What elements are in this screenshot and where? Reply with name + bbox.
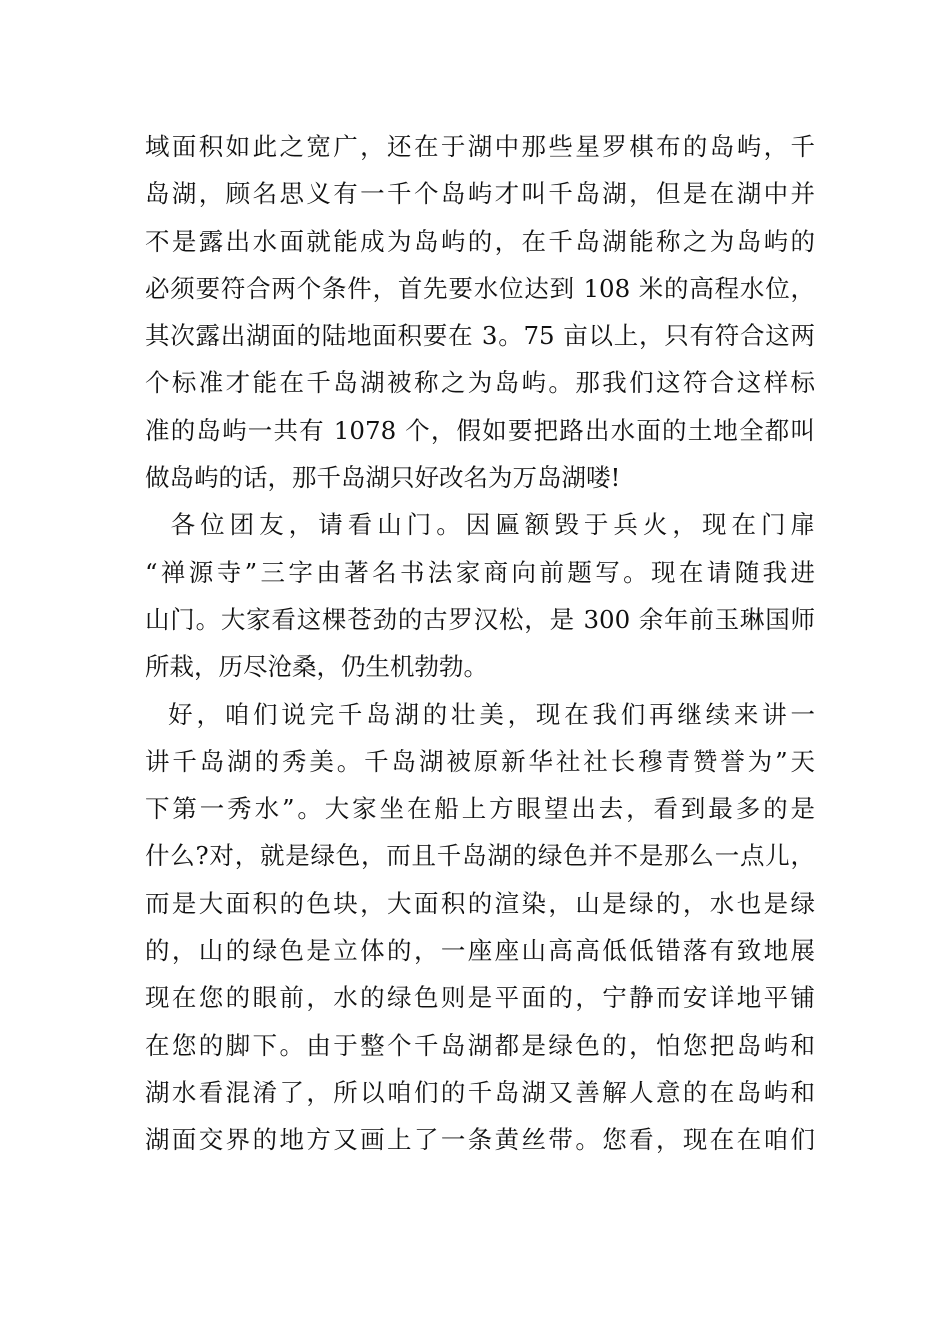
text-line: 做岛屿的话，那千岛湖只好改名为万岛湖喽! <box>145 463 621 493</box>
text-line: 不是露出水面就能成为岛屿的，在千岛湖能称之为岛屿的 <box>145 226 815 256</box>
text-line: 必须要符合两个条件，首先要水位达到 108 米的高程水位， <box>145 273 815 303</box>
text-line: 岛湖，顾名思义有一千个岛屿才叫千岛湖，但是在湖中并 <box>145 179 815 209</box>
text-line: 下第一秀水”。大家坐在船上方眼望出去，看到最多的是 <box>145 794 815 824</box>
text-line: 湖面交界的地方又画上了一条黄丝带。您看，现在在咱们 <box>145 1125 815 1155</box>
text-line: 所栽，历尽沧桑，仍生机勃勃。 <box>145 652 488 682</box>
text-line: 各位团友，请看山门。因匾额毁于兵火，现在门扉 <box>145 510 815 540</box>
text-line: 湖水看混淆了，所以咱们的千岛湖又善解人意的在岛屿和 <box>145 1077 815 1107</box>
text-line: 的，山的绿色是立体的，一座座山高高低低错落有致地展 <box>145 936 815 966</box>
paragraph-2 <box>145 501 815 690</box>
text-line: 而是大面积的色块，大面积的渲染，山是绿的，水也是绿 <box>145 888 815 918</box>
paragraph-1 <box>145 123 815 501</box>
text-line: 准的岛屿一共有 1078 个，假如要把路出水面的土地全都叫 <box>145 415 815 445</box>
document-body <box>145 123 815 1164</box>
text-line: 域面积如此之宽广，还在于湖中那些星罗棋布的岛屿，千 <box>145 132 815 161</box>
text-line: 山门。大家看这棵苍劲的古罗汉松，是 300 余年前玉琳国师 <box>145 604 815 634</box>
text-line: 讲千岛湖的秀美。千岛湖被原新华社社长穆青赞誉为”天 <box>145 746 815 776</box>
text-line: “禅源寺”三字由著名书法家商向前题写。现在请随我进 <box>145 557 815 587</box>
text-line: 个标准才能在千岛湖被称之为岛屿。那我们这符合这样标 <box>145 368 815 398</box>
text-line: 什么?对，就是绿色，而且千岛湖的绿色并不是那么一点儿， <box>145 841 815 871</box>
text-line: 现在您的眼前，水的绿色则是平面的，宁静而安详地平铺 <box>145 983 815 1013</box>
text-line: 其次露出湖面的陆地面积要在 3。75 亩以上，只有符合这两 <box>145 321 815 351</box>
paragraph-3 <box>145 691 815 1164</box>
text-line: 在您的脚下。由于整个千岛湖都是绿色的，怕您把岛屿和 <box>145 1030 815 1060</box>
text-line: 好，咱们说完千岛湖的壮美，现在我们再继续来讲一 <box>145 699 815 729</box>
